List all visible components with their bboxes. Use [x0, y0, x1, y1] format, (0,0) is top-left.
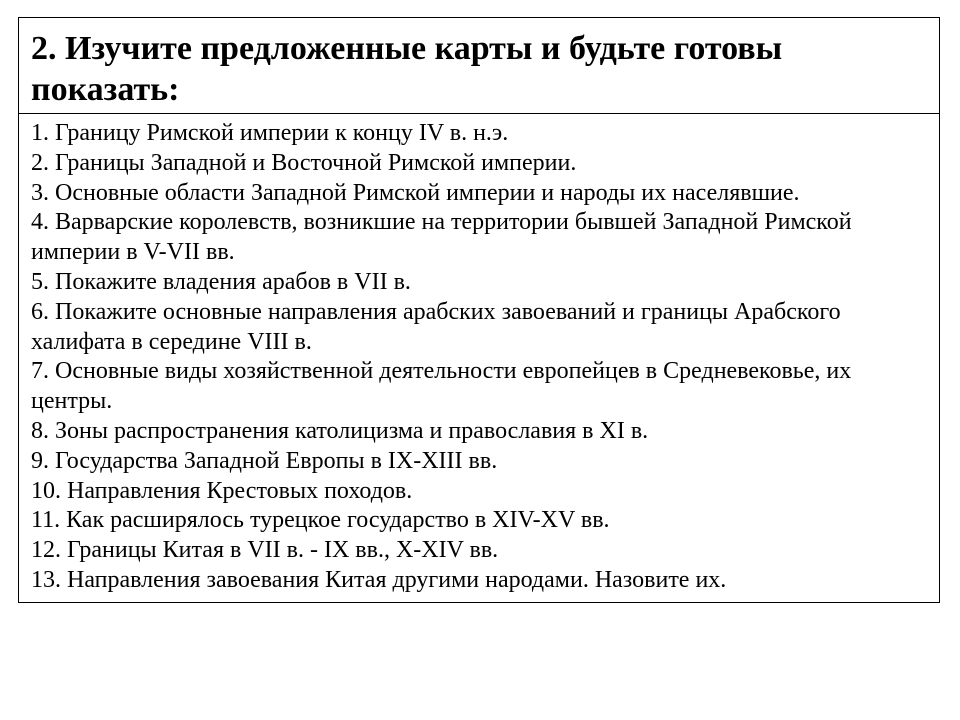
assignment-title: 2. Изучите предложенные карты и будьте готовы показать: — [31, 30, 783, 108]
task-list — [31, 119, 929, 596]
task-item-9: 9. Государства Западной Европы в IX-XIII вв. — [31, 447, 498, 474]
task-item-7: 7. Основные виды хозяйственной деятельности европейцев в Средневековье, их центры. — [31, 358, 852, 415]
table-body — [19, 114, 939, 602]
task-item-13: 13. Направления завоевания Китая другими народами. Назовите их. — [31, 566, 727, 593]
task-item-11: 11. Как расширялось турецкое государство в XIV-XV вв. — [31, 507, 610, 534]
assignment-table — [18, 17, 940, 603]
task-item-6: 6. Покажите основные направления арабских завоеваний и границы Арабского халифата в середине VIII в. — [31, 298, 841, 355]
task-item-5: 5. Покажите владения арабов в VII в. — [31, 268, 411, 295]
task-item-10: 10. Направления Крестовых походов. — [31, 477, 413, 504]
task-item-4: 4. Варварские королевств, возникшие на территории бывшей Западной Римской империи в V-VII вв. — [31, 209, 852, 266]
task-item-1: 1. Границу Римской империи к концу IV в. н.э. — [31, 120, 509, 146]
task-item-8: 8. Зоны распространения католицизма и православия в XI в. — [31, 417, 649, 444]
task-item-3: 3. Основные области Западной Римской империи и народы их населявшие. — [31, 179, 800, 206]
task-item-2: 2. Границы Западной и Восточной Римской империи. — [31, 149, 577, 176]
task-item-12: 12. Границы Китая в VII в. - IX вв., X-XIV вв. — [31, 537, 499, 564]
table-header — [19, 18, 939, 114]
